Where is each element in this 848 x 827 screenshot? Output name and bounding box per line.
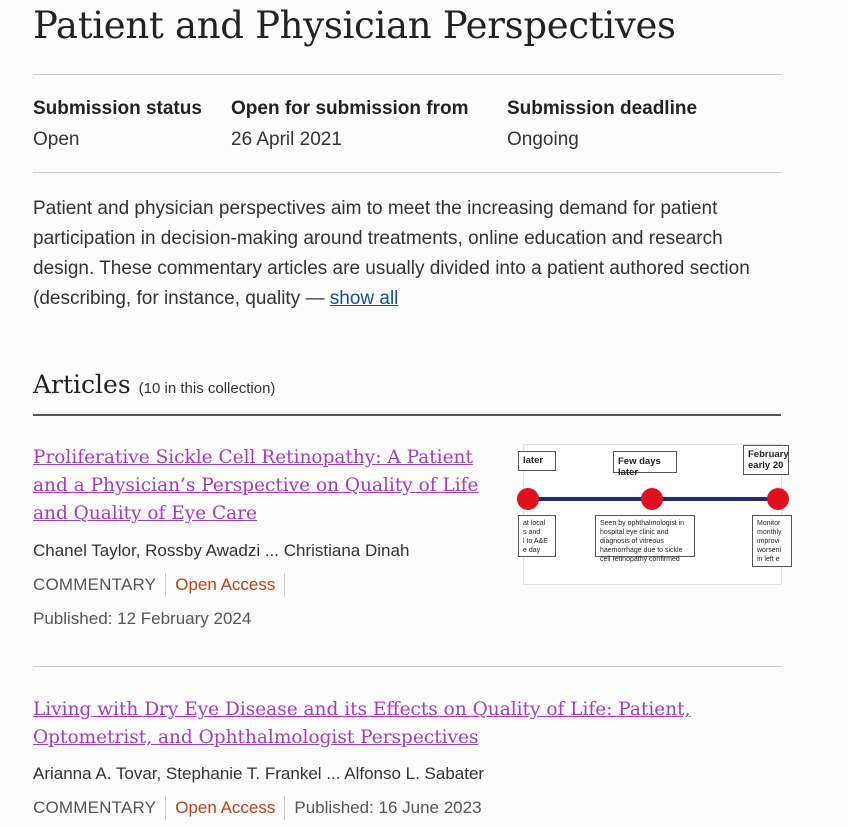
meta-open-from — [231, 98, 469, 151]
timeline-box: February early 20 — [743, 445, 789, 475]
article-title-1 — [33, 444, 513, 528]
article-authors: Chanel Taylor, Rossby Awadzi ... Christiana Dinah — [33, 541, 410, 560]
meta-submission-status — [33, 98, 202, 151]
divider — [33, 666, 781, 667]
timeline-text: at local s and l to A&E e day — [518, 515, 556, 557]
timeline-text: Seen by ophthalmologist in hospital eye clinic and diagnosis of vitreous haemorrhage due to sickle cell retinopathy confirmed — [595, 515, 695, 557]
open-access-badge: Open Access — [166, 796, 285, 820]
collection-description — [33, 194, 788, 314]
show-all-link[interactable]: show all — [329, 288, 399, 309]
articles-divider — [33, 414, 781, 416]
divider — [33, 172, 781, 173]
meta-value: Open — [33, 129, 80, 150]
meta-deadline — [507, 98, 697, 151]
article-type: COMMENTARY — [33, 796, 166, 820]
meta-value: Ongoing — [507, 129, 579, 150]
open-access-badge: Open Access — [166, 573, 285, 597]
divider — [33, 74, 781, 75]
article-link[interactable]: Proliferative Sickle Cell Retinopathy: A Patient and a Physician’s Perspective on Quality of Life and Quality of Eye Care — [33, 447, 479, 524]
articles-title: Articles — [33, 370, 131, 399]
description-text: Patient and physician perspectives aim to meet the increasing demand for patient participation in decision-making around treatments, online education and research design. These commentary articles are usually divided into a patient authored section (describing, for instance, quality — — [33, 198, 750, 309]
timeline-dot — [517, 488, 539, 510]
page-title: Patient and Physician Perspectives — [33, 4, 676, 47]
article-thumbnail[interactable] — [523, 444, 789, 585]
timeline-text: Monitor monthly improvi worseni in left e — [752, 515, 792, 567]
article-link[interactable]: Living with Dry Eye Disease and its Effects on Quality of Life: Patient, Optometrist, and Ophthalmologist Perspectives — [33, 699, 691, 748]
article-tags — [33, 796, 491, 820]
article-type: COMMENTARY — [33, 573, 166, 597]
articles-heading — [33, 370, 275, 399]
articles-count: (10 in this collection) — [138, 380, 276, 397]
meta-label: Submission status — [33, 98, 202, 119]
meta-value: 26 April 2021 — [231, 129, 342, 150]
article-authors: Arianna A. Tovar, Stephanie T. Frankel ... Alfonso L. Sabater — [33, 764, 485, 783]
article-title-2 — [33, 696, 793, 752]
timeline-box: later — [518, 451, 556, 471]
article-tags — [33, 573, 285, 597]
timeline-dot — [641, 488, 663, 510]
timeline-box: Few days later — [613, 451, 677, 473]
published-date: Published: 16 June 2023 — [294, 798, 482, 817]
timeline-dot — [767, 488, 789, 510]
published-date: Published: 12 February 2024 — [33, 609, 252, 628]
meta-label: Open for submission from — [231, 98, 469, 119]
meta-label: Submission deadline — [507, 98, 698, 119]
